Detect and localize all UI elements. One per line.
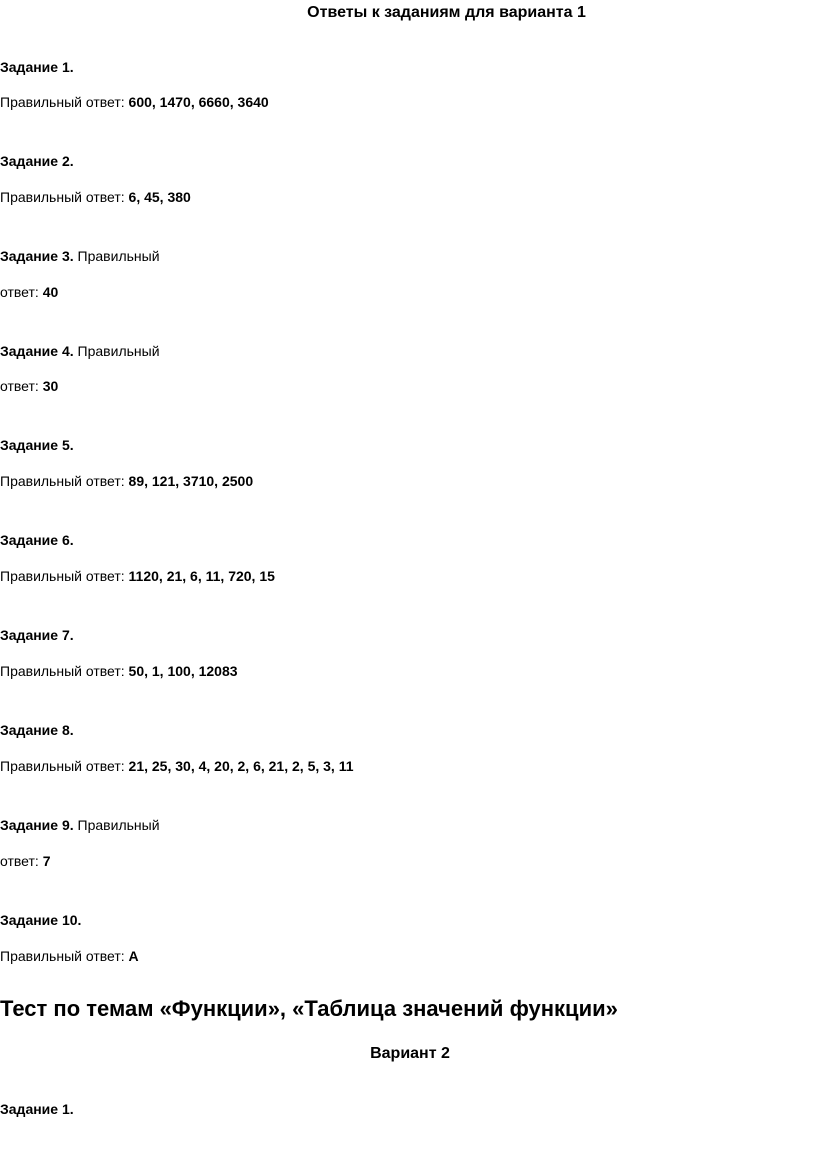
task-label: Задание 9. — [0, 817, 74, 833]
task-3-heading — [0, 246, 160, 266]
task-1-heading: Задание 1. — [0, 59, 74, 75]
answer-value: 1120, 21, 6, 11, 720, 15 — [128, 568, 275, 584]
answer-label-part1: Правильный — [77, 817, 160, 833]
answer-label-part1: Правильный — [77, 248, 160, 264]
answer-label: Правильный ответ: — [0, 948, 125, 964]
answer-value: 40 — [42, 284, 59, 300]
task-5-heading: Задание 5. — [0, 437, 74, 453]
task-8-heading: Задание 8. — [0, 722, 74, 738]
answer-label-part2: ответ: — [0, 378, 39, 394]
answer-value: 89, 121, 3710, 2500 — [128, 473, 254, 489]
task-5-answer — [0, 471, 253, 491]
task-1-answer — [0, 92, 269, 112]
answer-value: 7 — [42, 853, 51, 869]
answer-label: Правильный ответ: — [0, 189, 125, 205]
answer-label: Правильный ответ: — [0, 663, 125, 679]
task-10-answer — [0, 946, 139, 966]
answer-value: 50, 1, 100, 12083 — [128, 663, 238, 679]
answer-label: Правильный ответ: — [0, 568, 125, 584]
task-6-heading: Задание 6. — [0, 532, 74, 548]
task-7-heading: Задание 7. — [0, 627, 74, 643]
test-heading: Тест по темам «Функции», «Таблица значений функции» — [0, 996, 618, 1021]
answer-value: 600, 1470, 6660, 3640 — [128, 94, 269, 110]
answer-value: А — [128, 948, 139, 964]
answer-label: Правильный ответ: — [0, 473, 125, 489]
task-2-heading: Задание 2. — [0, 153, 74, 169]
answer-value: 30 — [42, 378, 59, 394]
answer-label: Правильный ответ: — [0, 758, 125, 774]
task-7-answer — [0, 661, 238, 681]
answer-label-part2: ответ: — [0, 284, 39, 300]
variant2-task-1-heading: Задание 1. — [0, 1101, 74, 1117]
task-label: Задание 4. — [0, 343, 74, 359]
answer-value: 21, 25, 30, 4, 20, 2, 6, 21, 2, 5, 3, 11 — [128, 758, 354, 774]
answer-value: 6, 45, 380 — [128, 189, 191, 205]
task-6-answer — [0, 566, 275, 586]
task-4-heading — [0, 341, 160, 361]
variant-title: Вариант 2 — [370, 1045, 450, 1062]
task-3-answer — [0, 282, 58, 302]
task-4-answer — [0, 376, 58, 396]
task-9-heading — [0, 815, 160, 835]
task-2-answer — [0, 187, 191, 207]
task-10-heading: Задание 10. — [0, 912, 82, 928]
task-label: Задание 3. — [0, 248, 74, 264]
task-9-answer — [0, 851, 50, 871]
answer-label-part2: ответ: — [0, 853, 39, 869]
answer-label-part1: Правильный — [77, 343, 160, 359]
task-8-answer — [0, 756, 354, 776]
document-title: Ответы к заданиям для варианта 1 — [307, 4, 586, 21]
answer-label: Правильный ответ: — [0, 94, 125, 110]
